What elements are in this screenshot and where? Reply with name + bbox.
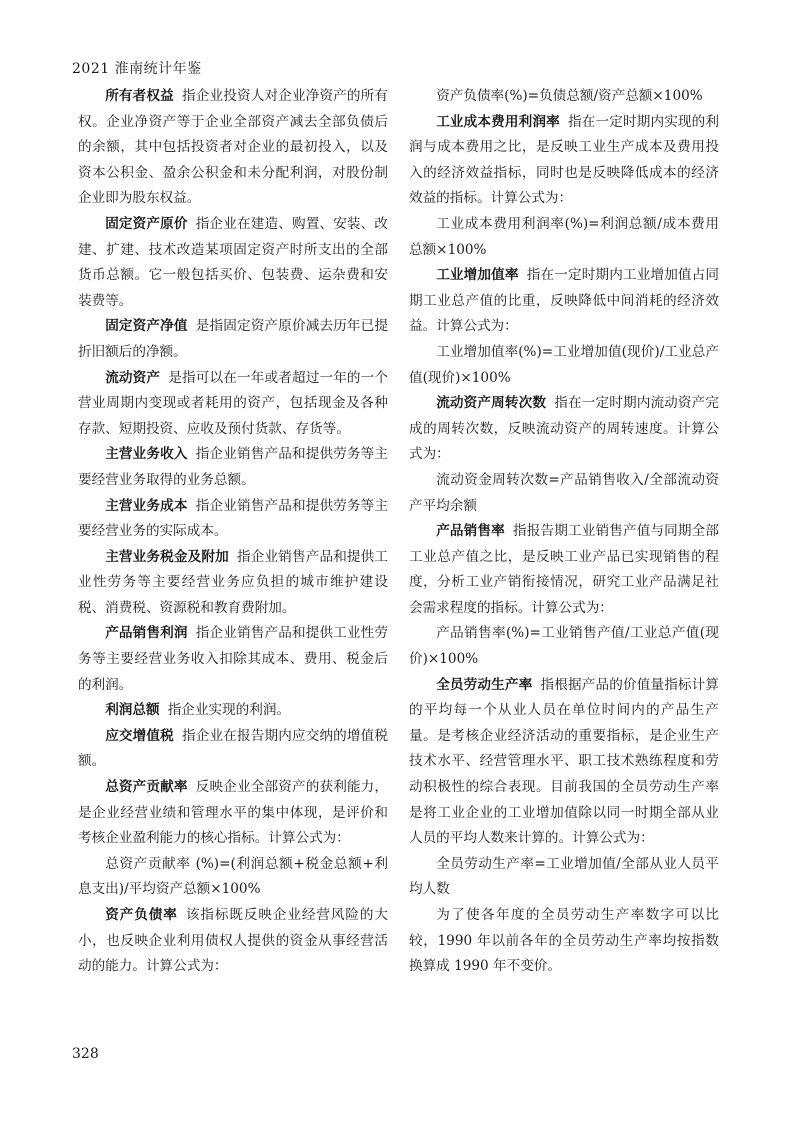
definition-text: 反映企业全部资产的获利能力，是企业经营业绩和管理水平的集中体现，是评价和考核企业盈利能力的核心指标。计算公式为： [78,779,389,847]
definition-text: 指企业在报告期内应交纳的增值税额。 [78,727,389,770]
definition-text: 指企业销售产品和提供工业性劳务等主要经营业务收入扣除其成本、费用、税金后的利润。 [78,625,389,693]
term: 主营业务收入 [105,446,188,463]
definition-entry [78,775,388,852]
definition-entry [78,545,388,622]
definition-entry [409,391,719,468]
term: 产品销售率 [436,523,505,540]
formula: 全员劳动生产率=工业增加值/全部从业人员平均人数 [409,855,719,898]
definition-text: 指企业销售产品和提供劳务等主要经营业务的实际成本。 [78,497,389,540]
definition-text: 指企业销售产品和提供工业性劳务等主要经营业务应负担的城市维护建设税、消费税、资源税和教育费附加。 [78,548,389,616]
definition-entry [78,724,388,775]
definition-text: 指企业销售产品和提供劳务等主要经营业务取得的业务总额。 [78,446,389,488]
definition-text: 是指固定资产原价减去历年已提折旧额后的净额。 [78,318,389,360]
term: 总资产贡献率 [105,779,188,796]
formula: 流动资金周转次数=产品销售收入/全部流动资产平均余额 [409,471,719,514]
term: 主营业务税金及附加 [105,548,229,565]
definition-text: 指企业投资人对企业净资产的所有权。企业净资产等于企业全部资产减去全部负债后的余额，其中包括投资者对企业的最初投入，以及资本公积金、盈余公积金和未分配利润，对股份制企业即为股东权益。 [78,88,389,207]
definition-entry [78,442,388,493]
term: 固定资产原价 [105,215,188,232]
page-header: 2021 淮南统计年鉴 [72,61,202,77]
definition-entry [78,903,388,980]
term: 工业成本费用利润率 [436,113,560,130]
definition-text: 指根据产品的价值量指标计算的平均每一个从业人员在单位时间内的产品生产量。是考核企业经济活动的重要指标，是企业生产技术水平、经营管理水平、职工技术熟练程度和劳动积极性的综合表现。目前我国的全员劳动生产率是将工业企业的工业增加值除以同一时期全部从业人员的平均人数来计算的。计算公式为： [409,676,720,847]
formula: 总资产贡献率 (%)=(利润总额+税金总额+利息支出)/平均资产总额×100% [78,855,388,898]
term: 固定资产净值 [105,318,188,335]
term: 主营业务成本 [105,497,188,514]
definition-entry [409,263,719,340]
definition-entry [78,698,388,724]
definition-text: 指企业在建造、购置、安装、改建、扩建、技术改造某项固定资产时所支出的全部货币总额。它一般包括买价、包装费、运杂费和安装费等。 [78,215,389,309]
term: 所有者权益 [105,88,174,104]
term: 应交增值税 [105,727,174,744]
note-paragraph: 为了使各年度的全员劳动生产率数字可以比较，1990 年以前各年的全员劳动生产率均按指数换算成 1990 年不变价。 [409,907,719,975]
definition-entry [409,519,719,621]
definition-entry [78,366,388,443]
left-column [78,84,388,980]
term: 工业增加值率 [436,267,519,284]
definition-entry [78,212,388,314]
definition-text: 指在一定时期内流动资产完成的周转次数，反映流动资产的周转速度。计算公式为： [409,395,719,463]
page-number: 328 [72,1046,99,1062]
term: 资产负债率 [105,907,178,923]
term: 流动资产周转次数 [436,395,547,412]
definition-entry [409,673,719,852]
definition-text: 是指可以在一年或者超过一年的一个营业周期内变现或者耗用的资产，包括现金及各种存款、短期投资、应收及预付货款、存货等。 [78,369,389,437]
definition-entry [409,110,719,212]
definition-text: 指报告期工业销售产值与同期全部工业总产值之比，是反映工业产品已实现销售的程度，分析工业产销衔接情况，研究工业产品满足社会需求程度的指标。计算公式为： [409,523,720,616]
formula: 产品销售率(%)=工业销售产值/工业总产值(现价)×100% [409,625,719,668]
term: 流动资产 [105,369,161,386]
definition-text: 指在一定时期内工业增加值占同期工业总产值的比重，反映降低中间消耗的经济效益。计算公式为： [409,267,720,335]
term: 全员劳动生产率 [436,676,533,693]
definition-entry [78,84,388,212]
formula: 工业增加值率(%)=工业增加值(现价)/工业总产值(现价)×100% [409,343,719,386]
formula: 工业成本费用利润率(%)=利润总额/成本费用总额×100% [409,215,719,258]
definition-text: 指在一定时期内实现的利润与成本费用之比，是反映工业生产成本及费用投入的经济效益指标，同时也是反映降低成本的经济效益的指标。计算公式为： [409,113,720,207]
term: 产品销售利润 [105,625,188,642]
definition-entry [78,621,388,698]
definition-text: 指企业实现的利润。 [167,702,291,719]
definition-text: 该指标既反映企业经营风险的大小，也反映企业利用债权人提供的资金从事经营活动的能力。计算公式为： [78,907,389,975]
term: 利润总额 [105,702,160,719]
definition-entry [78,494,388,545]
right-column [409,84,719,980]
definition-entry [78,314,388,365]
formula: 资产负债率(%)=负债总额/资产总额×100% [436,88,703,104]
